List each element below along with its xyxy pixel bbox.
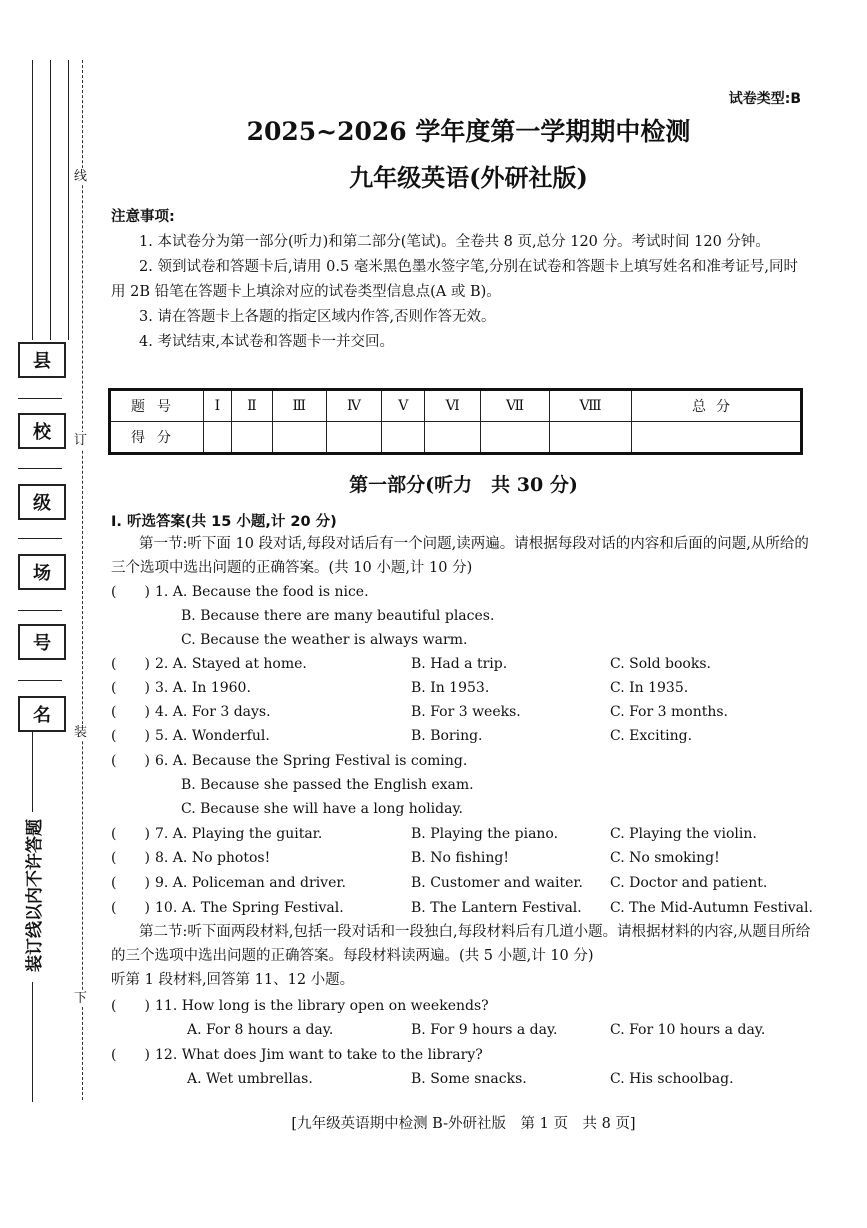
option-c: C. Doctor and patient. (610, 875, 768, 891)
score-column-header: Ⅱ (231, 390, 272, 422)
option-c: C. Because the weather is always warm. (181, 632, 468, 648)
binding-line (68, 60, 69, 340)
question-item (111, 628, 811, 652)
option-a: 7. A. Playing the guitar. (155, 826, 323, 842)
binding-line (50, 60, 51, 340)
binding-line (32, 732, 33, 812)
answer-blank: ( ) (111, 680, 150, 696)
paper-type: 试卷类型:B (728, 91, 801, 107)
binding-note: 装订线以内不许答题 (24, 818, 45, 972)
option-b: B. Boring. (411, 728, 483, 744)
score-column-header: Ⅲ (272, 390, 326, 422)
question-stem: 12. What does Jim want to take to the library? (155, 1047, 483, 1063)
option-c: C. In 1935. (610, 680, 689, 696)
binding-dashed-line (82, 60, 83, 1100)
binding-mark-line: 线 (74, 169, 88, 184)
score-table (108, 388, 803, 455)
question-item (111, 871, 811, 895)
option-b: B. Some snacks. (411, 1071, 527, 1087)
option-a: 10. A. The Spring Festival. (155, 900, 344, 916)
material-instruction: 听第 1 段材料,回答第 11、12 小题。 (111, 972, 355, 988)
question-item (111, 1018, 811, 1042)
question-item (111, 896, 811, 920)
score-column-header: Ⅵ (425, 390, 481, 422)
section-intro (111, 532, 811, 580)
question-item (111, 724, 811, 748)
field-county: 县 (18, 342, 66, 378)
score-cell (425, 422, 481, 454)
field-line (18, 468, 62, 469)
answer-blank: ( ) (111, 728, 150, 744)
option-b: B. Playing the piano. (411, 826, 559, 842)
score-cell (631, 422, 801, 454)
section-intro-text: 第二节:听下面两段材料,包括一段对话和一段独白,每段材料后有几道小题。请根据材料的内容,从题目所给的三个选项中选出问题的正确答案。每段材料读两遍。(共 5 小题,计 10 分) (111, 924, 811, 964)
field-number: 号 (18, 624, 66, 660)
option-c: C. For 10 hours a day. (610, 1022, 766, 1038)
option-c: C. The Mid-Autumn Festival. (610, 900, 813, 916)
question-item (111, 700, 811, 724)
binding-line (32, 60, 33, 340)
option-b: B. For 3 weeks. (411, 704, 521, 720)
answer-blank: ( ) (111, 998, 150, 1014)
question-item (111, 604, 811, 628)
option-c: C. Exciting. (610, 728, 693, 744)
score-row-label: 得分 (110, 422, 204, 454)
option-b: B. Because she passed the English exam. (181, 777, 474, 793)
score-column-header: Ⅴ (382, 390, 425, 422)
option-c: C. His schoolbag. (610, 1071, 734, 1087)
option-c: C. Playing the violin. (610, 826, 757, 842)
option-a: A. For 8 hours a day. (187, 1022, 334, 1038)
field-name: 名 (18, 696, 66, 732)
binding-mark-staple: 订 (74, 433, 88, 448)
notice-heading: 注意事项: (111, 209, 175, 225)
option-a: 5. A. Wonderful. (155, 728, 270, 744)
score-column-header: Ⅰ (204, 390, 232, 422)
score-column-header: Ⅶ (481, 390, 550, 422)
question-item (111, 994, 811, 1018)
field-line (18, 398, 62, 399)
answer-blank: ( ) (111, 584, 150, 600)
notice-item: 2. 领到试卷和答题卡后,请用 0.5 毫米黑色墨水签字笔,分别在试卷和答题卡上填写姓名和准考证号,同时用 2B 铅笔在答题卡上填涂对应的试卷类型信息点(A 或 B)。 (111, 259, 799, 300)
answer-blank: ( ) (111, 1047, 150, 1063)
option-b: B. In 1953. (411, 680, 490, 696)
section-intro (111, 920, 811, 992)
option-b: B. No fishing! (411, 850, 509, 866)
option-b: B. Had a trip. (411, 656, 508, 672)
field-line (18, 680, 62, 681)
answer-blank: ( ) (111, 656, 150, 672)
question-item (111, 652, 811, 676)
question-item (111, 846, 811, 870)
notice-item: 1. 本试卷分为第一部分(听力)和第二部分(笔试)。全卷共 8 页,总分 120 分。考试时间 120 分钟。 (139, 234, 770, 250)
option-b: B. For 9 hours a day. (411, 1022, 558, 1038)
option-a: A. Wet umbrellas. (187, 1071, 313, 1087)
question-stem: 11. How long is the library open on weekends? (155, 998, 489, 1014)
question-item (111, 822, 811, 846)
score-cell (481, 422, 550, 454)
page-subtitle: 九年级英语(外研社版) (349, 163, 588, 192)
score-header-row (110, 390, 802, 422)
question-item (111, 773, 811, 797)
option-a: 1. A. Because the food is nice. (155, 584, 369, 600)
option-a: 3. A. In 1960. (155, 680, 251, 696)
field-grade: 级 (18, 484, 66, 520)
option-c: C. Sold books. (610, 656, 711, 672)
field-line (18, 538, 62, 539)
answer-blank: ( ) (111, 850, 150, 866)
score-column-header: Ⅷ (550, 390, 632, 422)
notice-item: 3. 请在答题卡上各题的指定区域内作答,否则作答无效。 (139, 309, 496, 325)
answer-blank: ( ) (111, 900, 150, 916)
binding-mark-below: 下 (74, 991, 88, 1006)
option-a: 9. A. Policeman and driver. (155, 875, 346, 891)
question-item (111, 1043, 811, 1067)
part-title: 第一部分(听力 共 30 分) (349, 474, 578, 496)
score-cell (231, 422, 272, 454)
notice (111, 205, 811, 355)
score-cell (326, 422, 382, 454)
section-heading: Ⅰ. 听选答案(共 15 小题,计 20 分) (111, 514, 337, 530)
score-column-header: Ⅳ (326, 390, 382, 422)
answer-blank: ( ) (111, 704, 150, 720)
question-item (111, 676, 811, 700)
option-c: C. No smoking! (610, 850, 720, 866)
field-line (18, 610, 62, 611)
score-value-row (110, 422, 802, 454)
section-intro-text: 第一节:听下面 10 段对话,每段对话后有一个问题,读两遍。请根据每段对话的内容和后面的问题,从所给的三个选项中选出问题的正确答案。(共 10 小题,计 10 分) (111, 536, 809, 576)
score-cell (204, 422, 232, 454)
field-exam-room: 场 (18, 554, 66, 590)
option-c: C. Because she will have a long holiday. (181, 801, 463, 817)
option-a: 8. A. No photos! (155, 850, 271, 866)
question-item (111, 1067, 811, 1091)
option-b: B. Because there are many beautiful places. (181, 608, 495, 624)
answer-blank: ( ) (111, 826, 150, 842)
score-cell (550, 422, 632, 454)
answer-blank: ( ) (111, 753, 150, 769)
option-a: 6. A. Because the Spring Festival is coming. (155, 753, 468, 769)
question-item (111, 580, 811, 604)
notice-item: 4. 考试结束,本试卷和答题卡一并交回。 (139, 334, 395, 350)
binding-mark-bind: 装 (74, 725, 88, 740)
question-item (111, 797, 811, 821)
score-cell (382, 422, 425, 454)
answer-blank: ( ) (111, 875, 150, 891)
score-cell (272, 422, 326, 454)
binding-line (32, 982, 33, 1102)
option-b: B. The Lantern Festival. (411, 900, 582, 916)
question-item (111, 749, 811, 773)
option-a: 4. A. For 3 days. (155, 704, 271, 720)
option-c: C. For 3 months. (610, 704, 728, 720)
field-school: 校 (18, 413, 66, 449)
page-footer: [九年级英语期中检测 B-外研社版 第 1 页 共 8 页] (291, 1116, 636, 1132)
option-b: B. Customer and waiter. (411, 875, 583, 891)
option-a: 2. A. Stayed at home. (155, 656, 307, 672)
page-title: 2025~2026 学年度第一学期期中检测 (246, 117, 691, 146)
score-row-label: 题号 (110, 390, 204, 422)
score-total-header: 总分 (631, 390, 801, 422)
